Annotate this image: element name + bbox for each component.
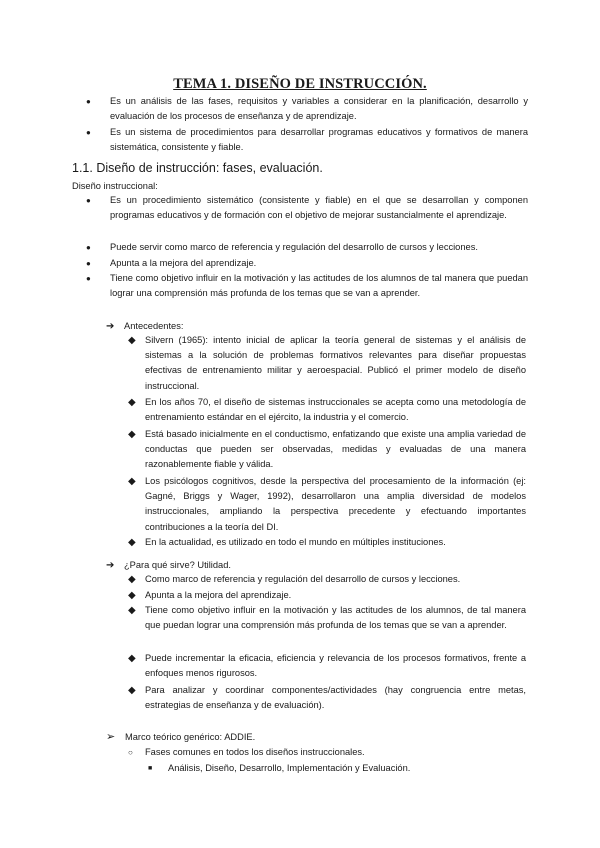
section-bullet <box>86 240 528 255</box>
intro-text-1: Es un análisis de las fases, requisitos y variables a considerar en la planificación, desarrollo y evaluación de los procesos de enseñanza y de aprendizaje. <box>110 96 528 122</box>
antecedentes-text: Está basado inicialmente en el conductismo, enfatizando que existe una amplia variedad de conductas que pueden ser observadas, medidas y evaluadas de una manera razonablemente fiable y válida. <box>145 429 526 470</box>
bullet-dot-icon: ● <box>86 243 91 252</box>
arrowhead-right-icon: ➢ <box>106 731 116 743</box>
section-bullet-text: Es un procedimiento sistemático (consistente y fiable) en el que se desarrollan y componen programas educativos y de formación con el objetivo de mejorar sustancialmente el aprendizaje. <box>110 195 528 221</box>
utilidad-label: ¿Para qué sirve? Utilidad. <box>124 560 231 570</box>
diamond-bullet-icon: ◆ <box>128 397 136 408</box>
section-label: Diseño instruccional: <box>72 181 158 191</box>
intro-bullet <box>86 94 528 124</box>
intro-text-2: Es un sistema de procedimientos para desarrollar programas educativos y formativos de manera sistemática, consistente y fiable. <box>110 127 528 153</box>
diamond-bullet-icon: ◆ <box>128 429 136 440</box>
utilidad-text: Como marco de referencia y regulación del desarrollo de cursos y lecciones. <box>145 574 461 584</box>
section-bullet-text: Puede servir como marco de referencia y regulación del desarrollo de cursos y lecciones. <box>110 242 478 252</box>
bullet-dot-icon: ● <box>86 274 91 283</box>
bullet-dot-icon: ● <box>86 128 91 137</box>
antecedentes-item <box>128 333 526 394</box>
diamond-bullet-icon: ◆ <box>128 605 136 616</box>
utilidad-item <box>128 572 526 587</box>
antecedentes-item <box>128 395 526 425</box>
utilidad-item <box>128 683 526 713</box>
arrow-right-icon: ➔ <box>106 321 115 332</box>
antecedentes-text: En los años 70, el diseño de sistemas instruccionales se acepta como una metodología de entrenamiento estándar en el ejército, la industria y el comercio. <box>145 397 526 423</box>
diamond-bullet-icon: ◆ <box>128 335 136 346</box>
diamond-bullet-icon: ◆ <box>128 476 136 487</box>
marco-sub-text: Fases comunes en todos los diseños instruccionales. <box>145 747 365 757</box>
section-bullet <box>86 256 528 271</box>
section-bullet-text: Apunta a la mejora del aprendizaje. <box>110 258 257 268</box>
antecedentes-item <box>128 535 526 550</box>
section-heading: 1.1. Diseño de instrucción: fases, evaluación. <box>72 161 323 175</box>
utilidad-item <box>128 603 526 633</box>
utilidad-item <box>128 651 526 681</box>
antecedentes-item <box>128 427 526 473</box>
section-bullet <box>86 193 528 223</box>
arrow-right-icon: ➔ <box>106 560 115 571</box>
diamond-bullet-icon: ◆ <box>128 590 136 601</box>
marco-label: Marco teórico genérico: ADDIE. <box>125 732 256 742</box>
marco-subsub-text: Análisis, Diseño, Desarrollo, Implementación y Evaluación. <box>168 763 411 773</box>
bullet-dot-icon: ● <box>86 259 91 268</box>
square-bullet-icon: ■ <box>148 765 153 772</box>
diamond-bullet-icon: ◆ <box>128 574 136 585</box>
antecedentes-text: Silvern (1965): intento inicial de aplicar la teoría general de sistemas y el análisis de sistemas a la solución de problemas formativos relevantes para diseñar propuestas efectivas de entrenamiento militar y aeroespacial. Publicó el primer modelo de diseño instruccional. <box>145 335 526 391</box>
marco-subsub-item <box>148 761 526 776</box>
section-bullet <box>86 271 528 301</box>
antecedentes-item <box>128 474 526 535</box>
antecedentes-text: En la actualidad, es utilizado en todo el mundo en múltiples instituciones. <box>145 537 446 547</box>
section-bullet-text: Tiene como objetivo influir en la motivación y las actitudes de los alumnos de tal manera que puedan lograr una comprensión más profunda de los temas que se van a aprender. <box>110 273 528 299</box>
bullet-dot-icon: ● <box>86 196 91 205</box>
utilidad-text: Puede incrementar la eficacia, eficiencia y relevancia de los procesos formativos, frente a enfoques menos rigurosos. <box>145 653 526 679</box>
antecedentes-text: Los psicólogos cognitivos, desde la perspectiva del procesamiento de la información (ej: Gagné, Briggs y Wager, 1992), desarrollaron una amplia diversidad de modelos instruccionales, ampliando la perspectiva precedente y efectuando importantes contribuciones a la teoría del DI. <box>145 476 526 532</box>
marco-sub-item <box>128 745 526 760</box>
utilidad-heading <box>106 558 526 573</box>
diamond-bullet-icon: ◆ <box>128 685 136 696</box>
antecedentes-heading <box>106 319 526 334</box>
intro-bullet <box>86 125 528 155</box>
utilidad-item <box>128 588 526 603</box>
bullet-dot-icon: ● <box>86 97 91 106</box>
document-title: TEMA 1. DISEÑO DE INSTRUCCIÓN. <box>173 76 427 92</box>
utilidad-text: Apunta a la mejora del aprendizaje. <box>145 590 292 600</box>
marco-heading <box>106 730 526 745</box>
diamond-bullet-icon: ◆ <box>128 653 136 664</box>
diamond-bullet-icon: ◆ <box>128 537 136 548</box>
utilidad-text: Para analizar y coordinar componentes/actividades (hay congruencia entre metas, estrategias de enseñanza y de evaluación). <box>145 685 526 711</box>
antecedentes-label: Antecedentes: <box>124 321 184 331</box>
utilidad-text: Tiene como objetivo influir en la motivación y las actitudes de los alumnos, de tal manera que puedan lograr una comprensión más profunda de los temas que se van a aprender. <box>145 605 526 631</box>
circle-bullet-icon: ○ <box>128 748 133 757</box>
